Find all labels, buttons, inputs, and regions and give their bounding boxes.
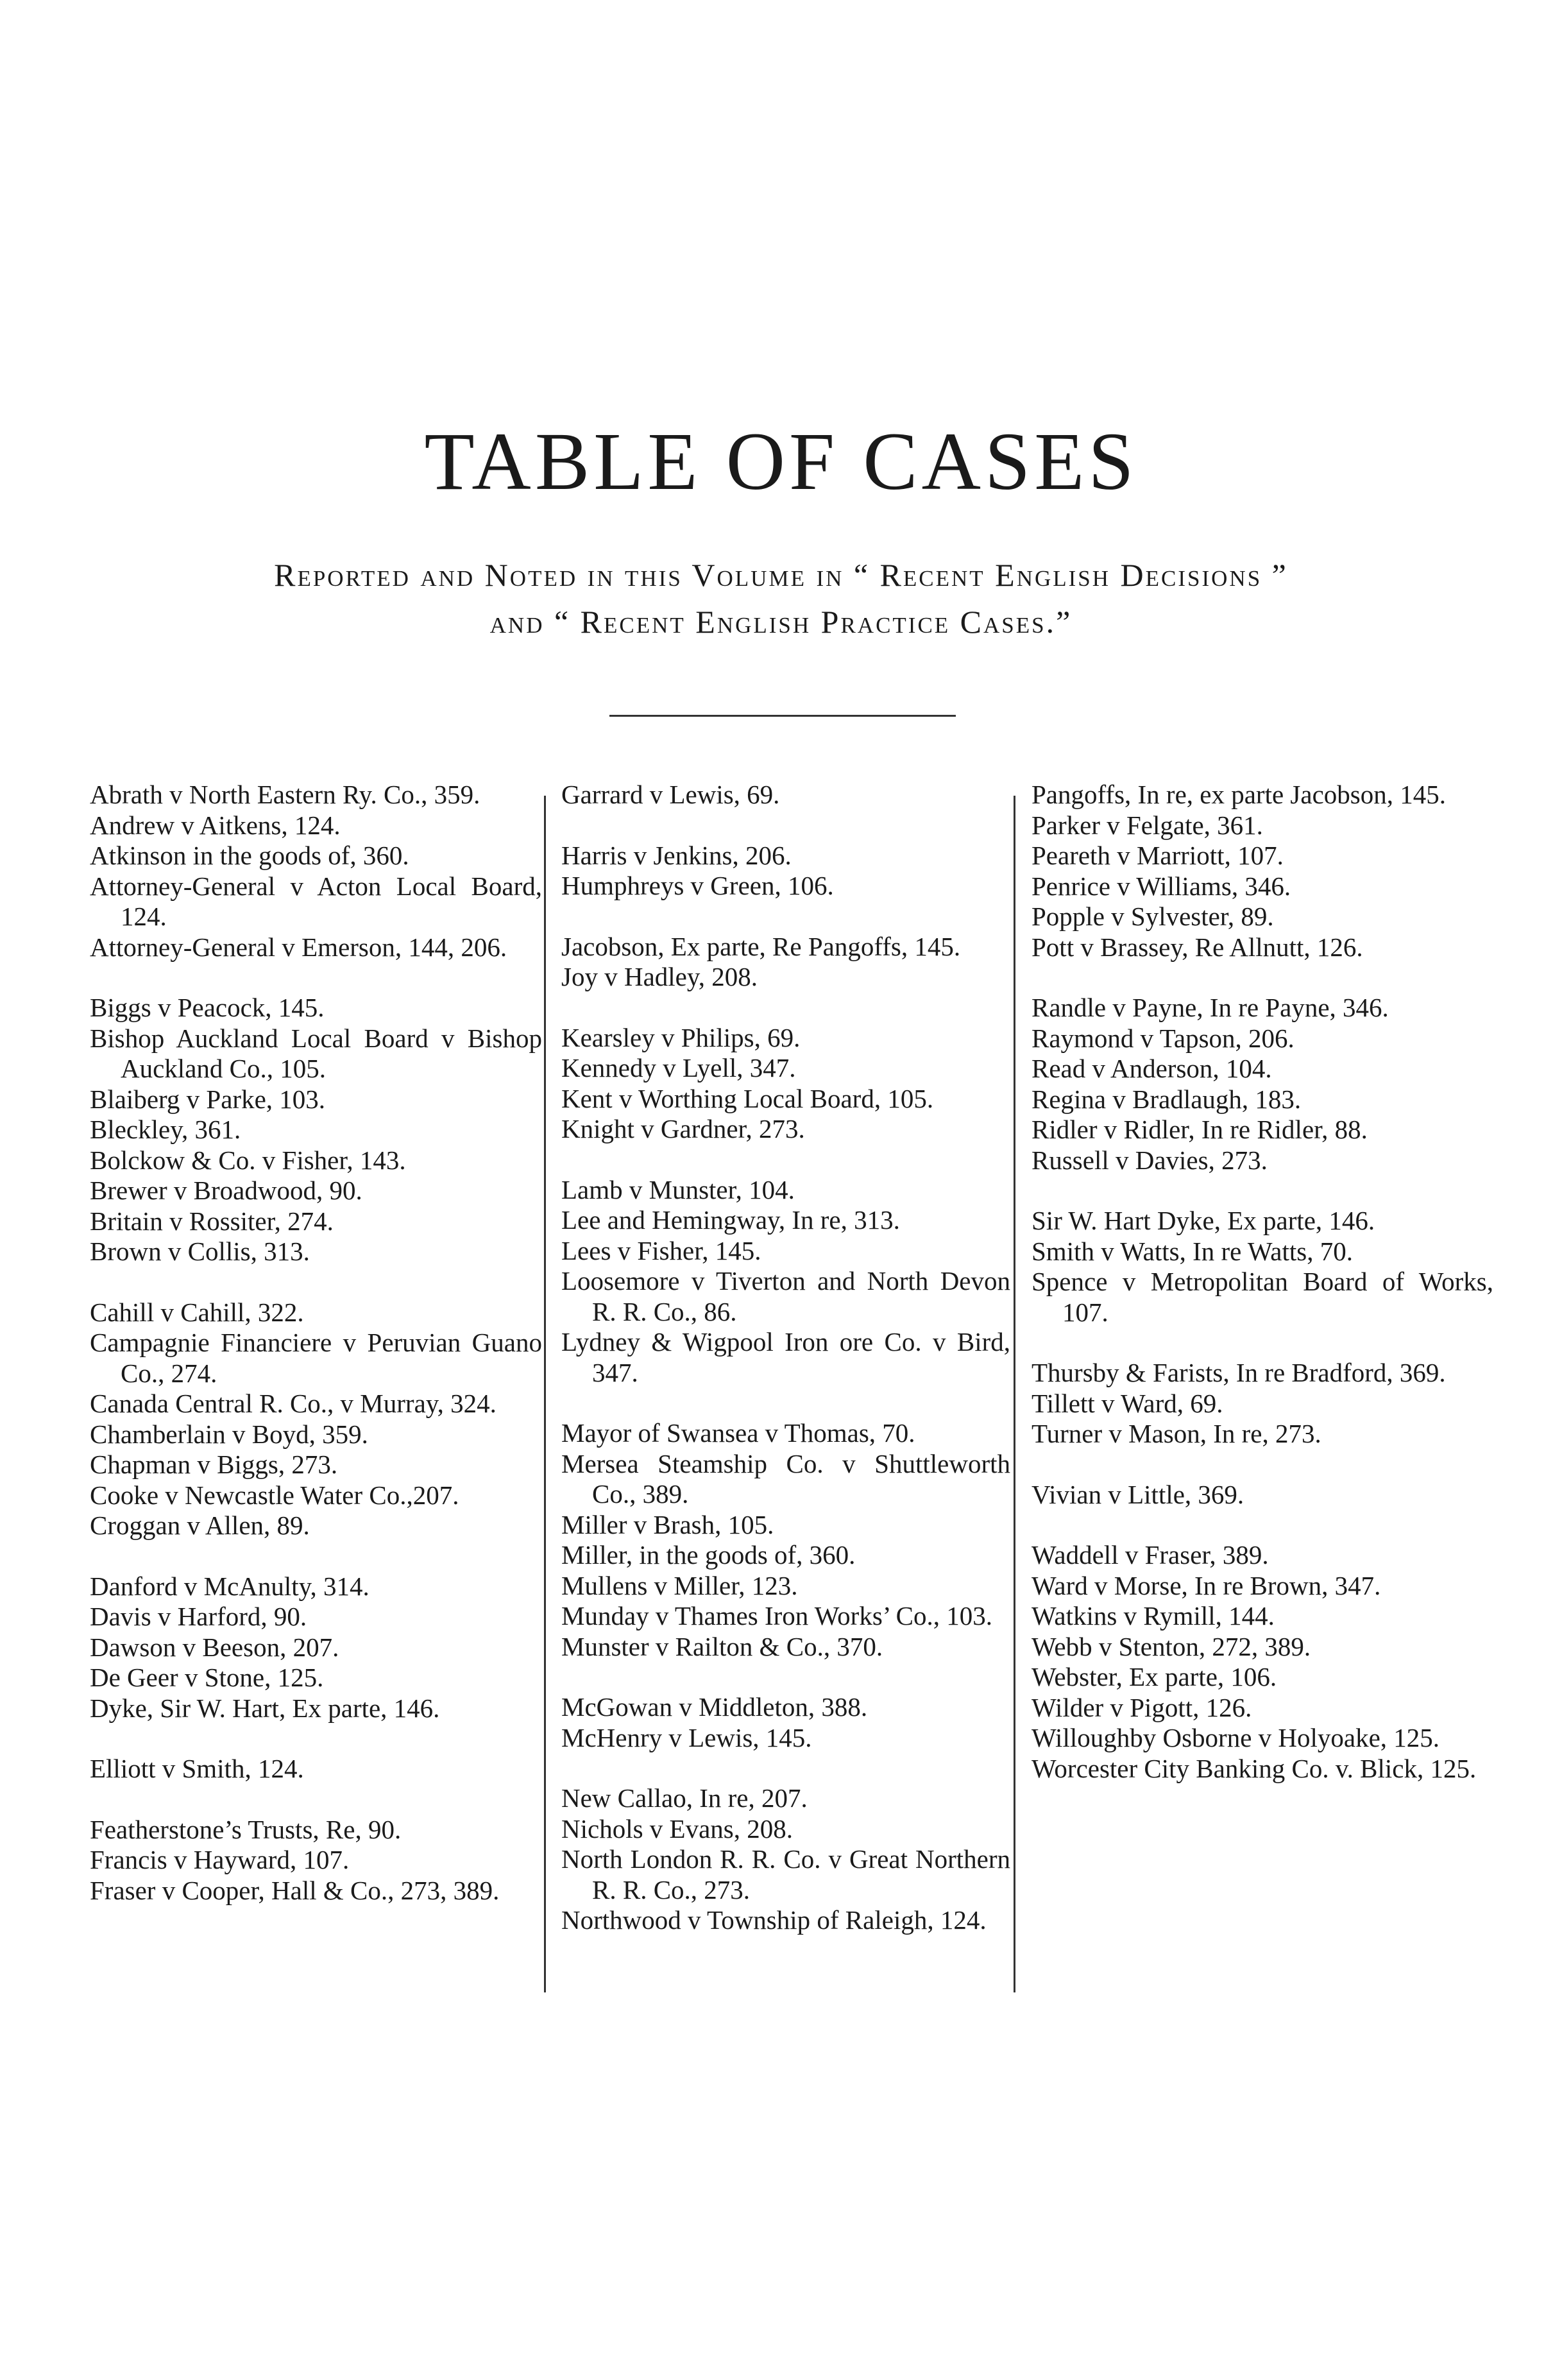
case-entry: Thursby & Farists, In re Bradford, 369. — [1031, 1358, 1446, 1387]
case-entry: Bishop Auckland Local Board v Bishop Auckland Co., 105. — [90, 1023, 542, 1083]
subtitle-line-2: and “ Recent English Practice Cases.” — [489, 603, 1073, 640]
letter-group — [1031, 1358, 1493, 1450]
case-entry: Blaiberg v Parke, 103. — [90, 1084, 326, 1114]
letter-group — [1031, 1480, 1493, 1511]
case-entry: Knight v Gardner, 273. — [561, 1114, 805, 1143]
case-entry: Harris v Jenkins, 206. — [561, 840, 792, 870]
case-entry: Kennedy v Lyell, 347. — [561, 1053, 796, 1083]
case-entry: Cooke v Newcastle Water Co.,207. — [90, 1480, 459, 1510]
case-entry: Kearsley v Philips, 69. — [561, 1022, 801, 1052]
letter-group — [561, 1023, 1010, 1145]
case-entry: Spence v Metropolitan Board of Works, 107. — [1031, 1267, 1493, 1327]
page-subtitle — [0, 552, 1562, 645]
case-entry: Ridler v Ridler, In re Ridler, 88. — [1031, 1115, 1368, 1144]
case-entry: Watkins v Rymill, 144. — [1031, 1601, 1275, 1631]
case-entry: Chamberlain v Boyd, 359. — [90, 1419, 368, 1449]
case-entry: Featherstone’s Trusts, Re, 90. — [90, 1814, 402, 1844]
case-entry: Pott v Brassey, Re Allnutt, 126. — [1031, 932, 1363, 962]
letter-group — [90, 1571, 542, 1724]
case-entry: Northwood v Township of Raleigh, 124. — [561, 1905, 987, 1935]
case-entry: Atkinson in the goods of, 360. — [90, 841, 409, 870]
letter-group — [1031, 1540, 1493, 1784]
case-entry: Croggan v Allen, 89. — [90, 1511, 310, 1540]
letter-group — [561, 1783, 1010, 1936]
case-entry: Mullens v Miller, 123. — [561, 1570, 798, 1600]
letter-group — [90, 1754, 542, 1785]
case-entry: Wilder v Pigott, 126. — [1031, 1692, 1252, 1722]
case-entry: Attorney-General v Emerson, 144, 206. — [90, 932, 507, 962]
letter-group — [90, 993, 542, 1267]
letter-group — [561, 841, 1010, 902]
column-divider — [544, 796, 546, 1992]
case-entry: Chapman v Biggs, 273. — [90, 1450, 338, 1479]
case-entry: Mayor of Swansea v Thomas, 70. — [561, 1418, 915, 1448]
letter-group — [1031, 780, 1493, 963]
case-entry: Biggs v Peacock, 145. — [90, 993, 325, 1022]
case-entry: Francis v Hayward, 107. — [90, 1845, 350, 1874]
case-entry: Humphreys v Green, 106. — [561, 871, 834, 900]
case-entry: Waddell v Fraser, 389. — [1031, 1540, 1269, 1570]
letter-group — [561, 1175, 1010, 1389]
case-entry: Miller v Brash, 105. — [561, 1509, 774, 1539]
case-entry: Regina v Bradlaugh, 183. — [1031, 1084, 1302, 1114]
case-entry: Fraser v Cooper, Hall & Co., 273, 389. — [90, 1875, 500, 1905]
subtitle-line-1: Reported and Noted in this Volume in “ Recent English Decisions ” — [274, 557, 1288, 593]
case-entry: McGowan v Middleton, 388. — [561, 1692, 868, 1722]
case-entry: Vivian v Little, 369. — [1031, 1479, 1244, 1509]
case-entry: Lees v Fisher, 145. — [561, 1235, 761, 1265]
case-entry: Lee and Hemingway, In re, 313. — [561, 1205, 900, 1235]
title-divider — [609, 715, 956, 717]
case-entry: Brewer v Broadwood, 90. — [90, 1176, 362, 1205]
letter-group — [90, 1815, 542, 1906]
case-entry: Ward v Morse, In re Brown, 347. — [1031, 1570, 1381, 1600]
index-column-3 — [1031, 780, 1493, 1814]
case-entry: Campagnie Financiere v Peruvian Guano Co., 274. — [90, 1328, 542, 1388]
case-entry: Bolckow & Co. v Fisher, 143. — [90, 1145, 406, 1175]
case-entry: Miller, in the goods of, 360. — [561, 1540, 856, 1570]
column-divider — [1014, 796, 1015, 1992]
case-entry: Dawson v Beeson, 207. — [90, 1632, 339, 1662]
letter-group — [561, 780, 1010, 810]
case-entry: Lamb v Munster, 104. — [561, 1174, 795, 1204]
page-title: TABLE OF CASES — [424, 416, 1138, 507]
case-entry: Andrew v Aitkens, 124. — [90, 810, 341, 840]
case-entry: New Callao, In re, 207. — [561, 1783, 808, 1813]
case-entry: Brown v Collis, 313. — [90, 1237, 310, 1266]
case-entry: Munday v Thames Iron Works’ Co., 103. — [561, 1601, 992, 1631]
case-entry: Parker v Felgate, 361. — [1031, 810, 1263, 840]
case-entry: Jacobson, Ex parte, Re Pangoffs, 145. — [561, 931, 961, 961]
case-entry: Smith v Watts, In re Watts, 70. — [1031, 1236, 1353, 1266]
index-column-2 — [561, 780, 1010, 1966]
case-entry: Lydney & Wigpool Iron ore Co. v Bird, 347. — [561, 1327, 1010, 1387]
case-entry: Randle v Payne, In re Payne, 346. — [1031, 993, 1389, 1022]
case-entry: Mersea Steamship Co. v Shuttleworth Co., 389. — [561, 1448, 1010, 1509]
case-entry: Tillett v Ward, 69. — [1031, 1388, 1223, 1418]
case-entry: Read v Anderson, 104. — [1031, 1054, 1272, 1083]
letter-group — [90, 1297, 542, 1541]
case-entry: Dyke, Sir W. Hart, Ex parte, 146. — [90, 1693, 440, 1723]
index-column-1 — [90, 780, 542, 1936]
case-entry: Penrice v Williams, 346. — [1031, 871, 1291, 901]
case-entry: Willoughby Osborne v Holyoake, 125. — [1031, 1723, 1440, 1752]
case-entry: Garrard v Lewis, 69. — [561, 780, 780, 809]
letter-group — [561, 1418, 1010, 1662]
case-entry: Nichols v Evans, 208. — [561, 1813, 793, 1844]
case-entry: Davis v Harford, 90. — [90, 1602, 307, 1631]
case-entry: Raymond v Tapson, 206. — [1031, 1023, 1295, 1053]
case-entry: McHenry v Lewis, 145. — [561, 1722, 812, 1752]
case-entry: Worcester City Banking Co. v. Blick, 125. — [1031, 1753, 1477, 1783]
case-entry: Elliott v Smith, 124. — [90, 1754, 304, 1783]
case-entry: Attorney-General v Acton Local Board, 124. — [90, 871, 542, 931]
case-entry: Kent v Worthing Local Board, 105. — [561, 1083, 934, 1113]
letter-group — [561, 932, 1010, 993]
case-entry: De Geer v Stone, 125. — [90, 1663, 324, 1692]
case-entry: Loosemore v Tiverton and North Devon R. R. Co., 86. — [561, 1266, 1010, 1326]
letter-group — [1031, 993, 1493, 1176]
letter-group — [90, 780, 542, 963]
letter-group — [1031, 1206, 1493, 1328]
case-entry: Peareth v Marriott, 107. — [1031, 841, 1284, 870]
case-entry: Danford v McAnulty, 314. — [90, 1571, 369, 1601]
case-entry: Turner v Mason, In re, 273. — [1031, 1419, 1321, 1448]
case-entry: Russell v Davies, 273. — [1031, 1145, 1268, 1175]
case-entry: Sir W. Hart Dyke, Ex parte, 146. — [1031, 1206, 1375, 1235]
case-entry: Webb v Stenton, 272, 389. — [1031, 1631, 1311, 1661]
case-entry: Canada Central R. Co., v Murray, 324. — [90, 1389, 497, 1418]
letter-group — [561, 1692, 1010, 1753]
case-entry: Bleckley, 361. — [90, 1115, 241, 1144]
case-entry: Popple v Sylvester, 89. — [1031, 902, 1274, 931]
case-entry: Britain v Rossiter, 274. — [90, 1206, 334, 1236]
case-entry: Munster v Railton & Co., 370. — [561, 1631, 883, 1661]
case-entry: Pangoffs, In re, ex parte Jacobson, 145. — [1031, 780, 1446, 809]
case-entry: Cahill v Cahill, 322. — [90, 1297, 304, 1327]
case-entry: North London R. R. Co. v Great Northern R. R. Co., 273. — [561, 1844, 1010, 1905]
case-entry: Webster, Ex parte, 106. — [1031, 1662, 1277, 1691]
case-entry: Abrath v North Eastern Ry. Co., 359. — [90, 780, 480, 809]
case-entry: Joy v Hadley, 208. — [561, 962, 758, 991]
